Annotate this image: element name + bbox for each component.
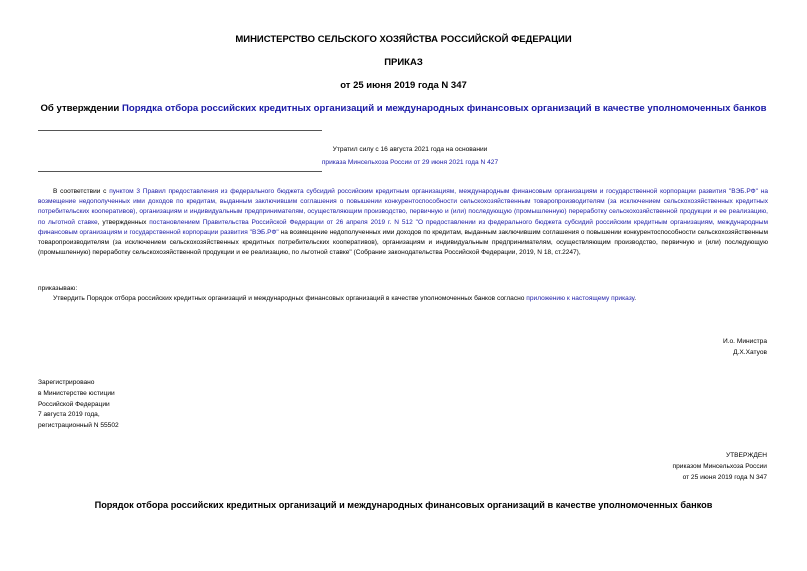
resolution-link[interactable]: постановлением Правительства Российской Федерации от 26 апреля 2019 г. N 512 "О предоставлении из федерального бюджета субсидий российским кредитным организациям, международным финансовым организациям и государственной корпорации развития "ВЭБ.РФ"	[38, 218, 768, 236]
order-paragraph	[53, 295, 636, 302]
order-word: приказываю:	[38, 285, 78, 292]
ministry-heading: МИНИСТЕРСТВО СЕЛЬСКОГО ХОЗЯЙСТВА РОССИЙСКОЙ ФЕДЕРАЦИИ	[235, 34, 572, 45]
order-end: .	[634, 295, 637, 302]
approved-block	[673, 450, 767, 483]
approved-line: от 25 июня 2019 года N 347	[682, 474, 767, 481]
document-title	[0, 103, 807, 114]
signature-position: И.о. Министра	[722, 338, 767, 345]
signature-block	[723, 337, 767, 358]
repeal-note	[300, 143, 520, 169]
repeal-link[interactable]: приказа Минсельхоза России от 29 июня 2021 года N 427	[321, 159, 499, 166]
doc-type-heading: ПРИКАЗ	[384, 57, 423, 68]
registration-line: Российской Федерации	[38, 400, 110, 408]
registration-line: 7 августа 2019 года,	[38, 411, 100, 419]
order-text: Утвердить Порядок отбора российских кредитных организаций и международных финансовых организаций в качестве уполномоченных банков согласно	[53, 295, 527, 302]
preamble-text-2: , утвержденных	[97, 218, 150, 226]
approved-heading: УТВЕРЖДЕН	[725, 452, 767, 459]
doc-date-number: от 25 июня 2019 года N 347	[340, 80, 467, 91]
divider-bottom	[38, 171, 322, 172]
registration-block	[38, 378, 119, 432]
registration-line: регистрационный N 55502	[38, 422, 119, 430]
repeal-text: Утратил силу с 16 августа 2021 года на основании	[332, 146, 488, 153]
preamble-text-3: на возмещение недополученных ими доходов по кредитам, выданным заключившим соглашения о повышении конкурентоспособности сельскохозяйственным товаропроизводителям (за исключением сельскохозяйственных кредитных потребительских кооперативов), организациям и индивидуальным предпринимателям, осуществляющим производство, первичную и (или) последующую (промышленную) переработку сельскохозяйственной продукции и ее реализацию, по льготной ставке" (Собрание законодательства Российской Федерации, 2019, N 18, ст.2247),	[38, 228, 768, 257]
approved-line: приказом Минсельхоза России	[672, 463, 767, 470]
title-prefix: Об утверждении	[40, 103, 122, 114]
preamble-text-1: В соответствии с	[53, 188, 110, 195]
preamble-paragraph	[38, 187, 768, 258]
appendix-title: Порядок отбора российских кредитных организаций и международных финансовых организаций в качестве уполномоченных банков	[94, 500, 713, 510]
divider-top	[38, 130, 322, 131]
rules-link[interactable]: пунктом 3 Правил предоставления из федерального бюджета субсидий российским кредитным организациям, международным финансовым организациям и государственной корпорации развития "ВЭБ.РФ" на возмещение недополученных ими доходов по кредитам, выданным заключившим соглашения о повышении конкурентоспособности сельскохозяйственным товаропроизводителям (за исключением сельскохозяйственных кредитных потребительских кооперативов), организациям и индивидуальным предпринимателям, осуществляющим производство, первичную и (или) последующую (промышленную) переработку сельскохозяйственной продукции и ее реализацию, по льготной ставке	[38, 188, 768, 226]
appendix-link[interactable]: приложению к настоящему приказу	[526, 295, 635, 302]
registration-line: в Министерстве юстиции	[38, 389, 115, 397]
title-link[interactable]: Порядка отбора российских кредитных организаций и международных финансовых организаций в качестве уполномоченных банков	[121, 103, 767, 114]
registration-line: Зарегистрировано	[38, 379, 95, 386]
signature-name: Д.Х.Хатуов	[733, 348, 767, 356]
